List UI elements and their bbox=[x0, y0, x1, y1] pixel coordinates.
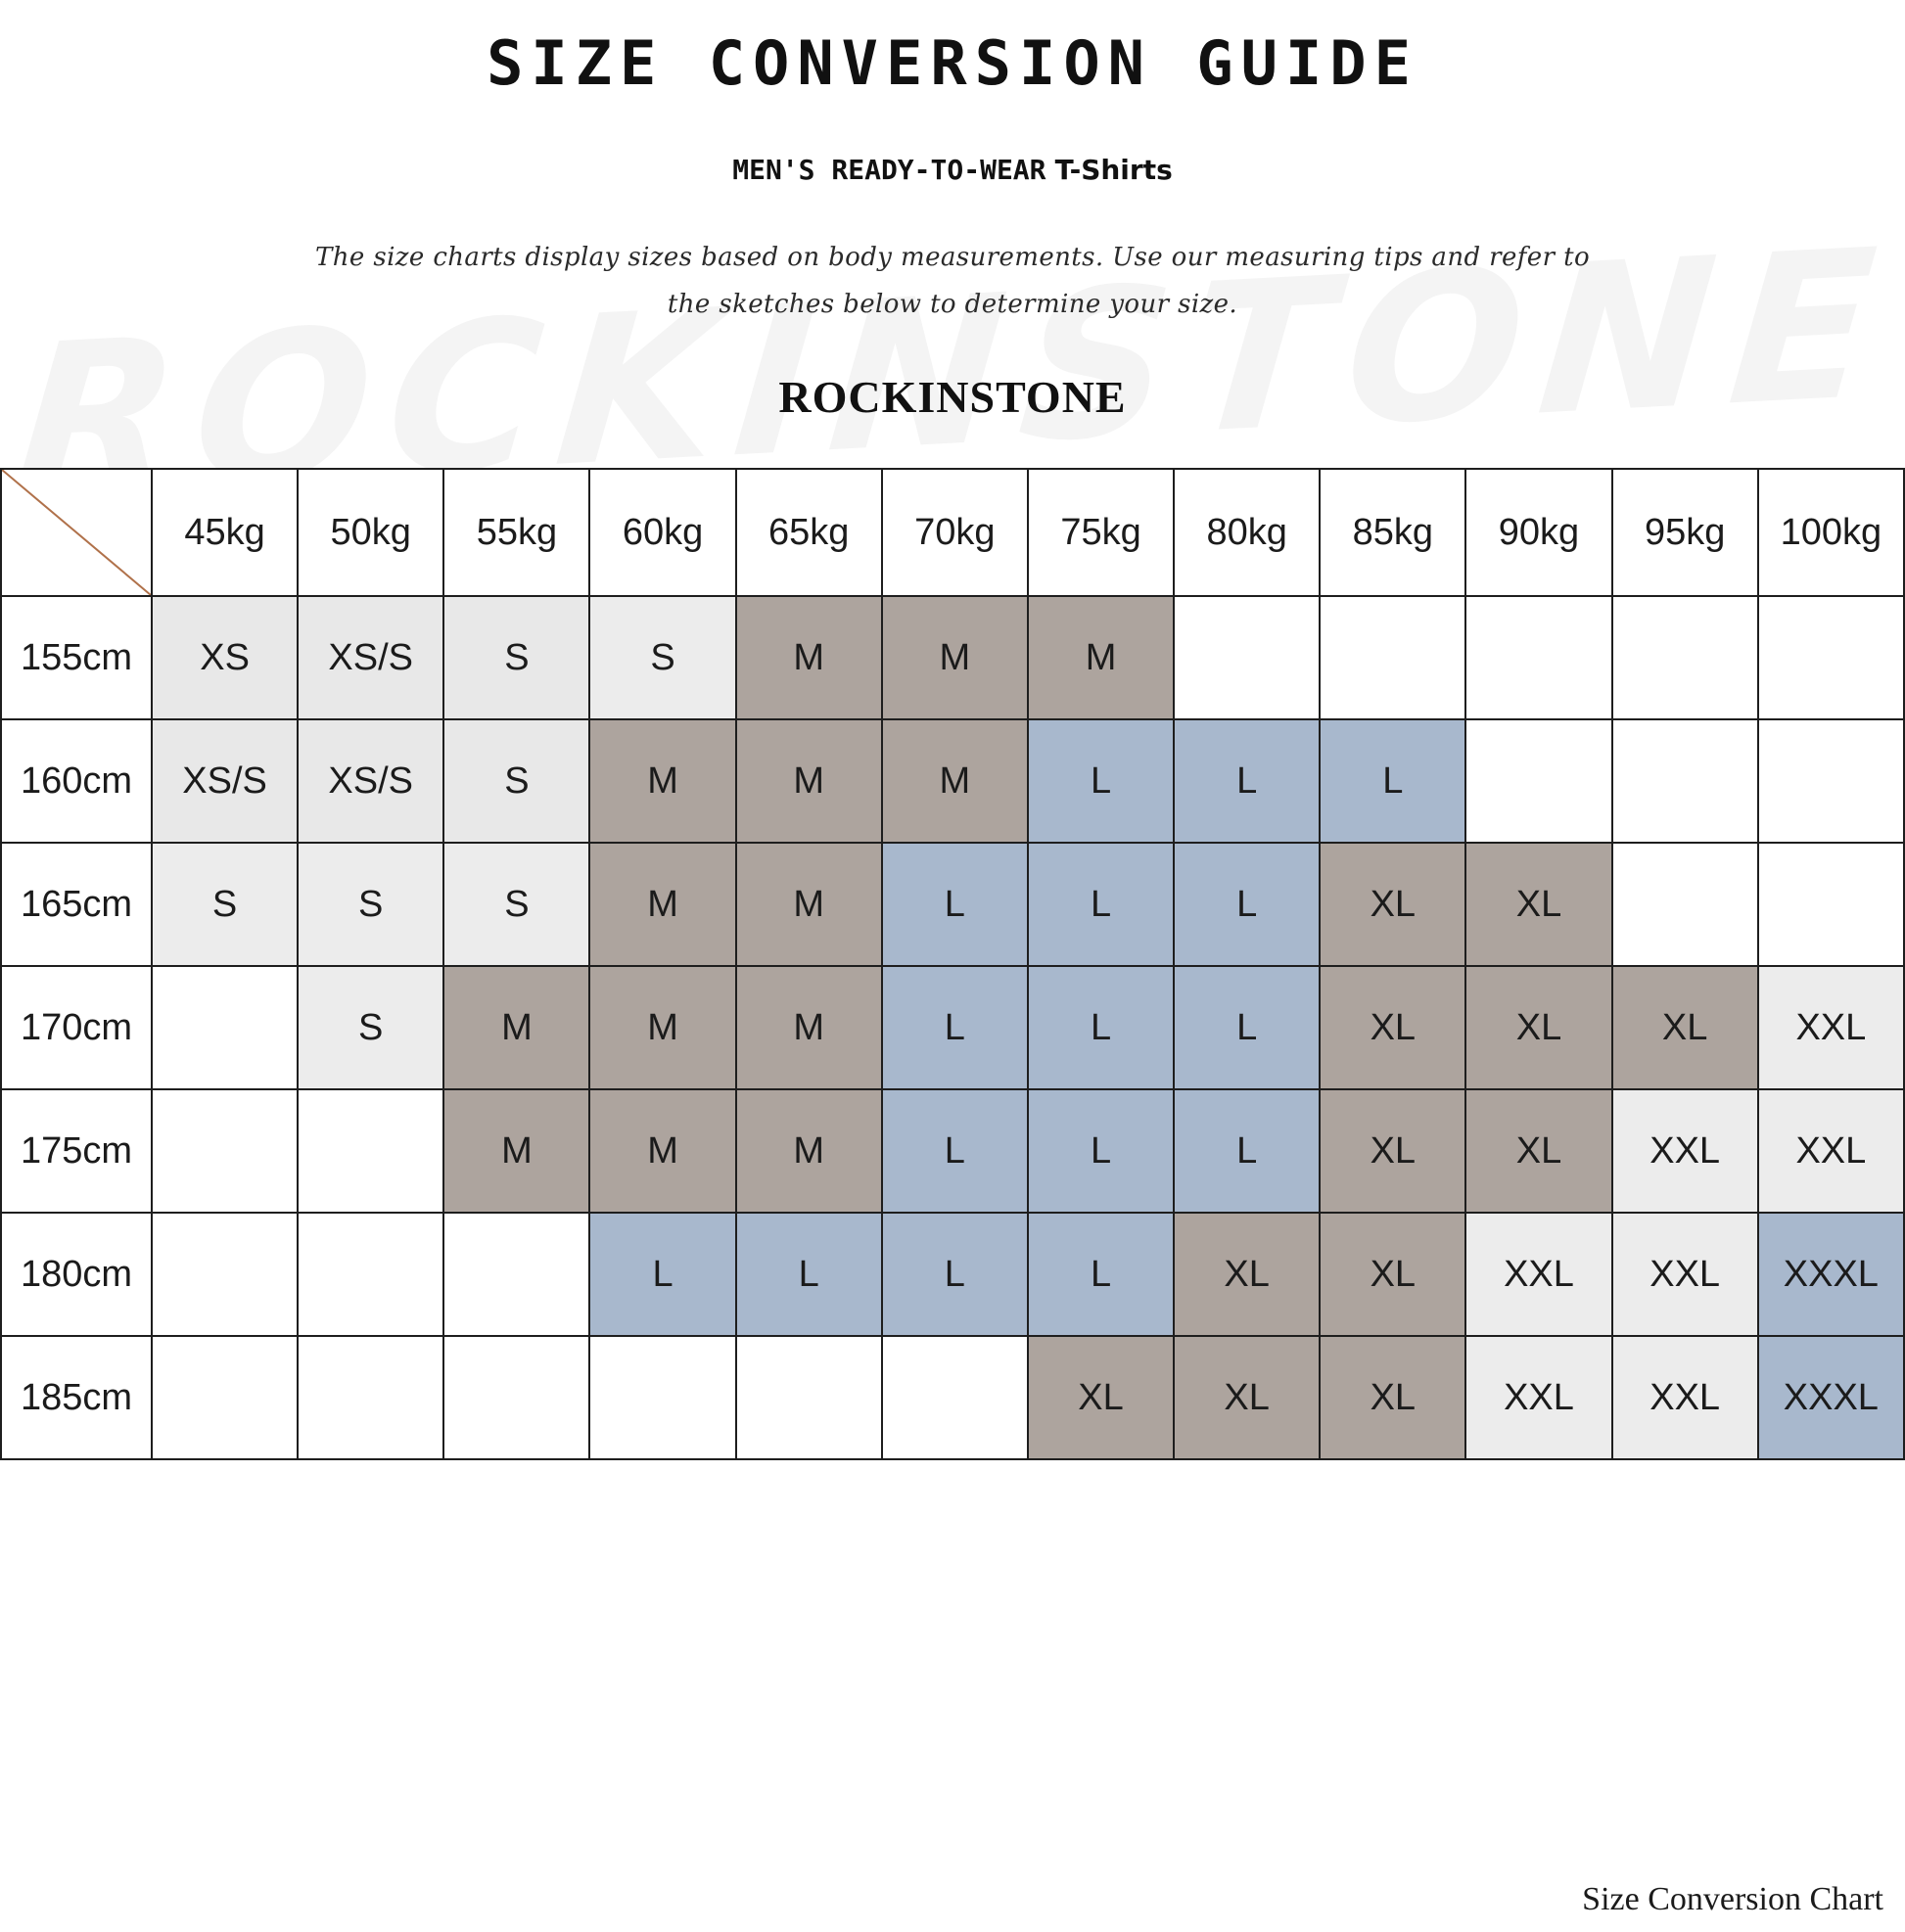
size-cell: M bbox=[736, 1089, 882, 1213]
size-cell bbox=[152, 1089, 298, 1213]
size-cell: L bbox=[589, 1213, 735, 1336]
size-cell bbox=[1758, 596, 1904, 719]
size-cell: XL bbox=[1320, 843, 1465, 966]
subtitle bbox=[0, 154, 1905, 187]
size-cell: L bbox=[882, 1213, 1028, 1336]
size-cell bbox=[152, 1336, 298, 1459]
size-cell: XL bbox=[1320, 1213, 1465, 1336]
size-cell: S bbox=[443, 596, 589, 719]
size-cell: XL bbox=[1465, 966, 1611, 1089]
size-cell: XL bbox=[1320, 966, 1465, 1089]
size-cell: XXL bbox=[1465, 1213, 1611, 1336]
size-cell: XL bbox=[1465, 1089, 1611, 1213]
size-cell: M bbox=[443, 1089, 589, 1213]
size-cell bbox=[1465, 719, 1611, 843]
size-cell: L bbox=[1028, 719, 1174, 843]
description-text: The size charts display sizes based on body measurements. Use our measuring tips and refer to the sketches below to determine your size. bbox=[314, 243, 1590, 320]
row-header-height: 180cm bbox=[1, 1213, 152, 1336]
size-cell: XXL bbox=[1758, 1089, 1904, 1213]
size-cell bbox=[1612, 843, 1758, 966]
size-cell: XS/S bbox=[298, 719, 443, 843]
size-cell bbox=[443, 1213, 589, 1336]
size-cell: L bbox=[1174, 843, 1320, 966]
size-cell: L bbox=[1028, 966, 1174, 1089]
size-cell: L bbox=[1028, 1213, 1174, 1336]
size-cell: XS/S bbox=[152, 719, 298, 843]
size-cell: S bbox=[443, 843, 589, 966]
column-header-weight: 75kg bbox=[1028, 469, 1174, 596]
size-cell: M bbox=[443, 966, 589, 1089]
column-header-weight: 60kg bbox=[589, 469, 735, 596]
table-corner-cell bbox=[1, 469, 152, 596]
size-cell: M bbox=[589, 966, 735, 1089]
size-cell bbox=[1465, 596, 1611, 719]
table-row bbox=[1, 843, 1904, 966]
size-cell: XS/S bbox=[298, 596, 443, 719]
column-header-weight: 95kg bbox=[1612, 469, 1758, 596]
brand-name: ROCKINSTONE bbox=[778, 372, 1127, 423]
row-header-height: 185cm bbox=[1, 1336, 152, 1459]
column-header-weight: 55kg bbox=[443, 469, 589, 596]
size-cell: M bbox=[589, 719, 735, 843]
row-header-height: 155cm bbox=[1, 596, 152, 719]
size-cell: XS bbox=[152, 596, 298, 719]
size-cell bbox=[443, 1336, 589, 1459]
size-cell: XXXL bbox=[1758, 1336, 1904, 1459]
table-row bbox=[1, 719, 1904, 843]
table-header-row bbox=[1, 469, 1904, 596]
size-cell: M bbox=[736, 966, 882, 1089]
size-cell: L bbox=[1028, 843, 1174, 966]
size-cell: L bbox=[882, 1089, 1028, 1213]
table-row bbox=[1, 1213, 1904, 1336]
size-cell bbox=[298, 1336, 443, 1459]
size-cell: XL bbox=[1174, 1213, 1320, 1336]
size-cell bbox=[736, 1336, 882, 1459]
size-cell: L bbox=[1028, 1089, 1174, 1213]
column-header-weight: 45kg bbox=[152, 469, 298, 596]
column-header-weight: 100kg bbox=[1758, 469, 1904, 596]
size-cell: L bbox=[1320, 719, 1465, 843]
row-header-height: 175cm bbox=[1, 1089, 152, 1213]
size-cell: L bbox=[1174, 1089, 1320, 1213]
diagonal-divider-icon bbox=[2, 470, 151, 595]
size-cell bbox=[1758, 719, 1904, 843]
size-cell bbox=[152, 1213, 298, 1336]
size-cell bbox=[298, 1089, 443, 1213]
page-title: SIZE CONVERSION GUIDE bbox=[487, 27, 1418, 99]
size-cell: XL bbox=[1174, 1336, 1320, 1459]
column-header-weight: 50kg bbox=[298, 469, 443, 596]
size-cell: M bbox=[589, 843, 735, 966]
size-cell: L bbox=[736, 1213, 882, 1336]
size-cell bbox=[1174, 596, 1320, 719]
size-cell: M bbox=[1028, 596, 1174, 719]
column-header-weight: 80kg bbox=[1174, 469, 1320, 596]
size-cell: S bbox=[298, 843, 443, 966]
size-cell bbox=[1612, 719, 1758, 843]
table-row bbox=[1, 1336, 1904, 1459]
size-conversion-table bbox=[0, 468, 1905, 1460]
size-cell bbox=[882, 1336, 1028, 1459]
size-cell bbox=[1758, 843, 1904, 966]
size-cell: XL bbox=[1320, 1089, 1465, 1213]
size-cell: XXL bbox=[1612, 1336, 1758, 1459]
row-header-height: 170cm bbox=[1, 966, 152, 1089]
row-header-height: 165cm bbox=[1, 843, 152, 966]
size-cell: L bbox=[882, 843, 1028, 966]
size-cell: M bbox=[589, 1089, 735, 1213]
size-cell: XXL bbox=[1465, 1336, 1611, 1459]
size-cell: L bbox=[1174, 966, 1320, 1089]
chart-caption: Size Conversion Chart bbox=[1582, 1881, 1883, 1917]
size-cell bbox=[1320, 596, 1465, 719]
table-row bbox=[1, 1089, 1904, 1213]
size-cell: XL bbox=[1612, 966, 1758, 1089]
size-cell bbox=[589, 1336, 735, 1459]
subtitle-category: MEN'S READY-TO-WEAR bbox=[732, 154, 1046, 186]
table-row bbox=[1, 966, 1904, 1089]
size-cell: M bbox=[882, 719, 1028, 843]
table-row bbox=[1, 596, 1904, 719]
size-cell bbox=[298, 1213, 443, 1336]
size-cell bbox=[1612, 596, 1758, 719]
size-cell: S bbox=[152, 843, 298, 966]
row-header-height: 160cm bbox=[1, 719, 152, 843]
size-cell: XXXL bbox=[1758, 1213, 1904, 1336]
size-cell: XXL bbox=[1612, 1213, 1758, 1336]
column-header-weight: 90kg bbox=[1465, 469, 1611, 596]
size-cell: XXL bbox=[1758, 966, 1904, 1089]
size-cell: XL bbox=[1028, 1336, 1174, 1459]
column-header-weight: 70kg bbox=[882, 469, 1028, 596]
size-cell: L bbox=[882, 966, 1028, 1089]
size-cell: M bbox=[736, 843, 882, 966]
size-cell: S bbox=[443, 719, 589, 843]
size-cell: M bbox=[736, 596, 882, 719]
size-cell bbox=[152, 966, 298, 1089]
size-cell: S bbox=[589, 596, 735, 719]
column-header-weight: 85kg bbox=[1320, 469, 1465, 596]
size-cell: S bbox=[298, 966, 443, 1089]
size-cell: XXL bbox=[1612, 1089, 1758, 1213]
size-cell: M bbox=[882, 596, 1028, 719]
page-content bbox=[0, 27, 1905, 1460]
size-cell: XL bbox=[1465, 843, 1611, 966]
size-cell: XL bbox=[1320, 1336, 1465, 1459]
subtitle-garment: T-Shirts bbox=[1054, 154, 1173, 186]
size-cell: M bbox=[736, 719, 882, 843]
size-cell: L bbox=[1174, 719, 1320, 843]
column-header-weight: 65kg bbox=[736, 469, 882, 596]
